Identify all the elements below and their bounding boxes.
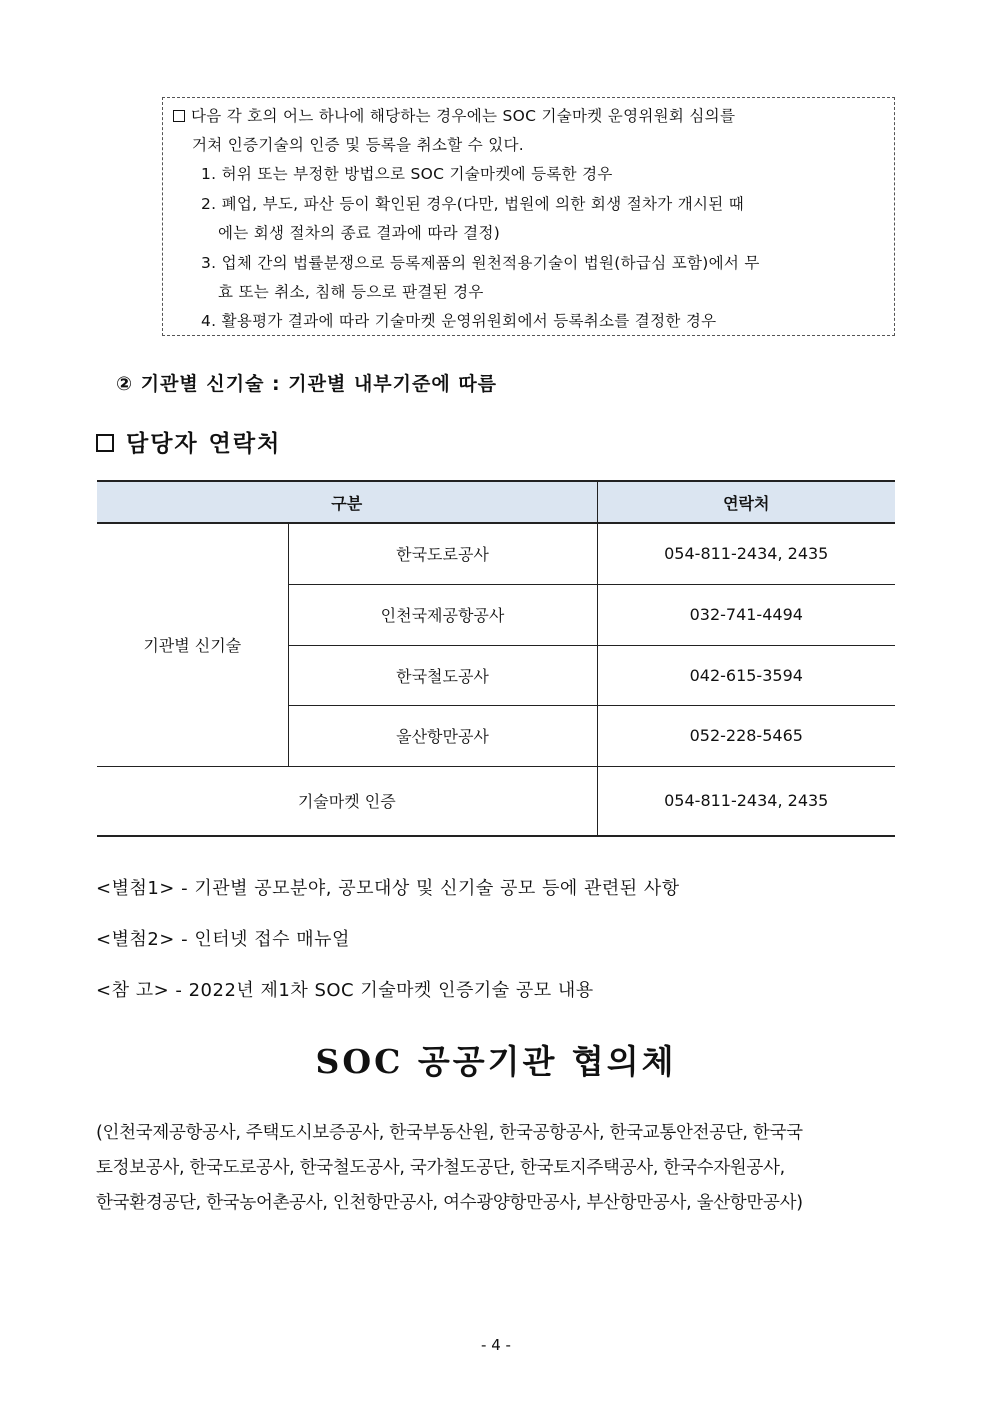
notice-item-1: 1. 허위 또는 부정한 방법으로 SOC 기술마켓에 등록한 경우 bbox=[201, 165, 613, 183]
org-name: 한국도로공사 bbox=[288, 523, 597, 584]
council-title: SOC 공공기관 협의체 bbox=[315, 1042, 677, 1081]
notice-line-1: 다음 각 호의 어느 하나에 해당하는 경우에는 SOC 기술마켓 운영위원회 심의를 bbox=[173, 104, 735, 126]
checkbox-square-icon bbox=[173, 110, 185, 122]
header-category: 구분 bbox=[97, 481, 597, 523]
notice-item-2-cont: 에는 회생 절차의 종료 결과에 따라 결정) bbox=[218, 224, 501, 242]
phone-number: 052-228-5465 bbox=[597, 705, 895, 766]
notice-line-2: 거쳐 인증기술의 인증 및 등록을 취소할 수 있다. bbox=[192, 136, 525, 154]
phone-number: 042-615-3594 bbox=[597, 645, 895, 705]
notice-item-4: 4. 활용평가 결과에 따라 기술마켓 운영위원회에서 등록취소를 결정한 경우 bbox=[201, 312, 717, 330]
members-line: (인천국제공항공사, 주택도시보증공사, 한국부동산원, 한국공항공사, 한국교통안전공단, 한국국 bbox=[96, 1123, 803, 1143]
phone-number: 054-811-2434, 2435 bbox=[597, 523, 895, 584]
group-label: 기관별 신기술 bbox=[97, 523, 288, 766]
notice-item-3: 3. 업체 간의 법률분쟁으로 등록제품의 원천적용기술이 법원(하급심 포함)에서 무 bbox=[201, 254, 760, 272]
contact-table bbox=[97, 480, 895, 837]
attachment-1: <별첨1> - 기관별 공모분야, 공모대상 및 신기술 공모 등에 관련된 사항 bbox=[96, 878, 680, 899]
section-2-heading: ② 기관별 신기술 : 기관별 내부기준에 따름 bbox=[116, 373, 498, 395]
market-label: 기술마켓 인증 bbox=[97, 766, 597, 836]
council-members bbox=[96, 1116, 896, 1221]
attachment-2: <별첨2> - 인터넷 접수 매뉴얼 bbox=[96, 929, 350, 950]
org-name: 인천국제공항공사 bbox=[288, 584, 597, 645]
page-number: - 4 - bbox=[481, 1336, 511, 1354]
table-row bbox=[97, 523, 895, 584]
members-line: 토정보공사, 한국도로공사, 한국철도공사, 국가철도공단, 한국토지주택공사, 한국수자원공사, bbox=[96, 1158, 785, 1178]
notice-item-3-cont: 효 또는 취소, 침해 등으로 판결된 경우 bbox=[218, 283, 484, 301]
attachment-reference: <참 고> - 2022년 제1차 SOC 기술마켓 인증기술 공모 내용 bbox=[96, 980, 594, 1001]
phone-number: 032-741-4494 bbox=[597, 584, 895, 645]
table-header-row bbox=[97, 481, 895, 523]
org-name: 한국철도공사 bbox=[288, 645, 597, 705]
members-line: 한국환경공단, 한국농어촌공사, 인천항만공사, 여수광양항만공사, 부산항만공사, 울산항만공사) bbox=[96, 1193, 803, 1213]
market-phone: 054-811-2434, 2435 bbox=[597, 766, 895, 836]
square-bullet-icon bbox=[96, 434, 114, 452]
notice-box bbox=[162, 97, 895, 336]
contact-heading: 담당자 연락처 bbox=[96, 425, 281, 458]
table-row-market bbox=[97, 766, 895, 836]
header-contact: 연락처 bbox=[597, 481, 895, 523]
notice-item-2: 2. 폐업, 부도, 파산 등이 확인된 경우(다만, 법원에 의한 회생 절차가 개시된 때 bbox=[201, 195, 745, 213]
org-name: 울산항만공사 bbox=[288, 705, 597, 766]
